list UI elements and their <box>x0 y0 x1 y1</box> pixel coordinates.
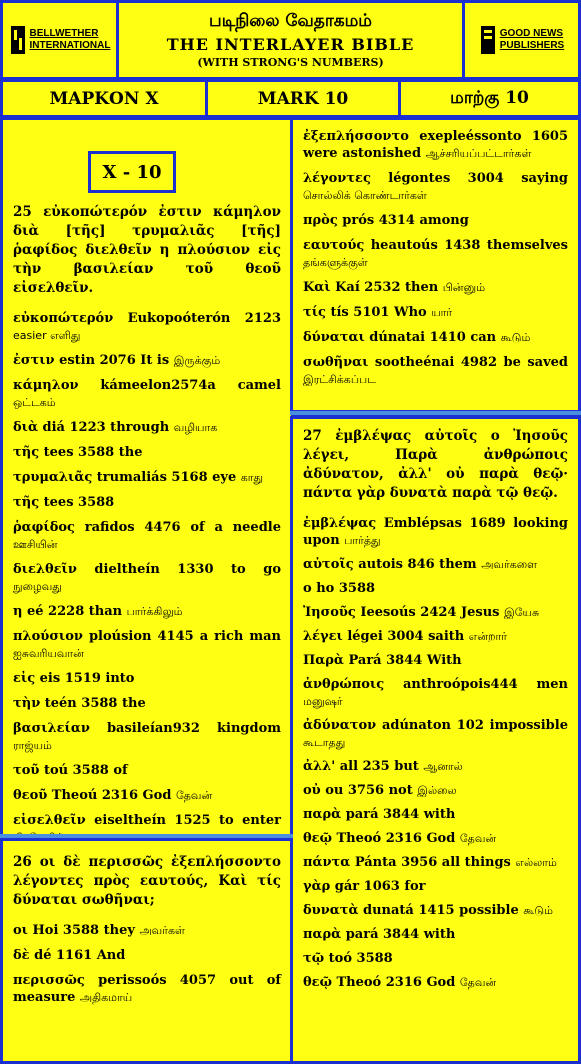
word-gloss: tees 3588 the <box>43 445 143 460</box>
word-gloss: teén 3588 the <box>44 696 146 711</box>
word-entry <box>303 758 568 775</box>
word-gloss: légontes 3004 saying <box>388 171 568 186</box>
word-gloss: eé 2228 than <box>26 604 123 619</box>
greek-word: θεῷ <box>303 975 332 990</box>
word-entry <box>13 720 281 754</box>
word-gloss: autois 846 them <box>358 557 477 572</box>
word-entry <box>303 604 568 621</box>
tamil-gloss: அவர்கள் <box>139 924 185 937</box>
word-entry <box>303 329 568 346</box>
greek-word: σωθῆναι <box>303 355 369 370</box>
greek-word: ο <box>303 581 312 596</box>
tamil-gloss: மனுஷர் <box>303 695 343 708</box>
word-gloss: légei 3004 saith <box>347 629 465 644</box>
word-gloss: Theoú 2316 God <box>51 788 172 803</box>
word-gloss: dunatá 1415 possible <box>363 903 519 918</box>
word-gloss: trumaliás 5168 eye <box>96 470 237 485</box>
tamil-gloss: பின்னும் <box>442 281 486 294</box>
greek-word: γὰρ <box>303 879 331 894</box>
bellwether-logo <box>9 20 111 60</box>
right-logo-line1: GOOD NEWS <box>499 28 564 39</box>
greek-word: λέγοντες <box>303 171 371 186</box>
greek-word: θεοῦ <box>13 788 48 803</box>
greek-word: τρυμαλιᾶς <box>13 470 93 485</box>
greek-word: Καὶ <box>303 280 331 295</box>
subtitle: (WITH STRONG'S NUMBERS) <box>197 56 384 69</box>
chapter-label: X - 10 <box>88 151 176 193</box>
greek-word: ῥαφίδος <box>13 520 75 535</box>
right-separator <box>290 411 581 415</box>
word-gloss: dúnatai 1410 can <box>369 330 497 345</box>
word-entry <box>13 947 281 964</box>
tamil-gloss: தேவன் <box>459 832 497 845</box>
word-gloss: ou 3756 not <box>325 783 413 798</box>
word-gloss: tees 3588 <box>43 495 115 510</box>
tamil-gloss: கூடும் <box>523 904 553 917</box>
word-gloss: Kaí 2532 then <box>335 280 439 295</box>
tamil-gloss: அதிகமாய் <box>79 991 133 1004</box>
word-gloss: heautoús 1438 themselves <box>370 238 568 253</box>
greek-word: η <box>13 604 23 619</box>
greek-word: τὴν <box>13 696 41 711</box>
left-lower-content <box>3 853 291 1014</box>
word-gloss: all 235 but <box>339 759 419 774</box>
tamil-gloss: ஐசுவரியவான் <box>13 647 84 660</box>
greek-word: δὲ <box>13 948 30 963</box>
tamil-gloss: இயேசு <box>504 606 540 619</box>
tamil-gloss: இரட்சிக்கப்பட <box>303 373 376 386</box>
word-entry <box>303 128 568 162</box>
word-entry <box>303 628 568 645</box>
title-box <box>116 0 465 80</box>
greek-word: εὐκοπώτερόν <box>13 311 114 326</box>
tamil-gloss: ராஜ்யம் <box>13 739 52 752</box>
word-gloss: Ieesoús 2424 Jesus <box>360 605 500 620</box>
word-gloss: Eukopoóterón 2123 <box>127 311 281 326</box>
greek-word: εἰς <box>13 671 36 686</box>
word-entry <box>13 377 281 411</box>
word-entry <box>13 352 281 369</box>
word-entry <box>13 922 281 939</box>
tamil-gloss: கூடும் <box>500 331 531 344</box>
greek-word: τοῦ <box>13 763 40 778</box>
greek-word: οὐ <box>303 783 321 798</box>
word-gloss: estin 2076 It is <box>59 353 170 368</box>
word-gloss: basileían932 kingdom <box>106 721 281 736</box>
word-gloss: ho 3588 <box>316 581 376 596</box>
tamil-gloss: ஒட்டகம் <box>13 396 56 409</box>
greek-word: λέγει <box>303 629 343 644</box>
word-gloss: toó 3588 <box>328 951 393 966</box>
greek-word: διὰ <box>13 420 38 435</box>
section-english: MARK 10 <box>205 79 401 118</box>
right-upper-content <box>293 128 578 396</box>
tamil-gloss: கூடாதது <box>303 736 346 749</box>
word-gloss: Theoó 2316 God <box>336 831 456 846</box>
tamil-gloss: ஊசியின் <box>13 538 58 551</box>
word-entry <box>303 878 568 895</box>
word-entry <box>13 519 281 553</box>
word-entry <box>13 628 281 662</box>
greek-word: οι <box>13 923 28 938</box>
verse-25-text: 25 εὐκοπώτερόν ἐστιν κάμηλον διὰ [τῆς] τρυμαλιᾶς [τῆς] ῥαφίδος διελθεῖν η πλούσιον εἰς τὴν βασιλείαν τοῦ θεοῦ εἰσελθεῖν. <box>13 204 281 296</box>
word-entry <box>303 279 568 296</box>
word-gloss: anthroópois444 men <box>402 677 568 692</box>
word-entry <box>303 304 568 321</box>
tamil-gloss: சொல்லிக் கொண்டார்கள் <box>303 189 427 202</box>
word-gloss: perissoós 4057 out of measure <box>13 973 281 1005</box>
bell-icon <box>9 20 27 60</box>
tamil-gloss: ஆச்சரியப்பட்டார்கள் <box>425 147 532 160</box>
word-gloss: Pará 3844 With <box>348 653 462 668</box>
tamil-gloss: இல்லை <box>417 784 457 797</box>
word-entry <box>303 854 568 871</box>
word-entry <box>303 515 568 549</box>
right-logo-box <box>462 0 581 80</box>
tamil-gloss: தேவன் <box>175 789 213 802</box>
greek-word: ἐμβλέψας <box>303 516 377 531</box>
greek-word: ἀδύνατον <box>303 718 377 733</box>
greek-word: ἐξεπλήσσοντο <box>303 129 409 144</box>
tamil-gloss: பார்க்கிலும் <box>126 605 183 618</box>
word-gloss: exepleéssonto 1605 were astonished <box>303 129 568 161</box>
title-english: THE INTERLAYER BIBLE <box>166 35 415 54</box>
word-gloss: prós 4314 among <box>342 213 469 228</box>
word-entry <box>13 972 281 1006</box>
greek-word: τίς <box>303 305 326 320</box>
greek-word: Ἰησοῦς <box>303 605 356 620</box>
greek-word: αὐτοῖς <box>303 557 354 572</box>
tamil-gloss: அவர்களை <box>481 558 538 571</box>
greek-word: πρὸς <box>303 213 338 228</box>
right-lower-content <box>293 427 578 998</box>
good-news-logo <box>479 20 564 60</box>
word-entry <box>13 695 281 712</box>
word-gloss: tís 5101 Who <box>330 305 427 320</box>
greek-word: παρὰ <box>303 807 342 822</box>
word-gloss: dieltheín 1330 to go <box>94 562 281 577</box>
word-gloss: Hoi 3588 they <box>32 923 135 938</box>
greek-word: τῆς <box>13 445 40 460</box>
word-entry <box>13 603 281 620</box>
greek-word: θεῷ <box>303 831 332 846</box>
greek-word: παρὰ <box>303 927 342 942</box>
title-tamil: படிநிலை வேதாகமம் <box>209 11 372 31</box>
word-entry <box>303 212 568 229</box>
tamil-gloss: பார்த்து <box>344 534 381 547</box>
tamil-gloss: இருக்கும் <box>173 354 221 367</box>
tamil-gloss: காது <box>240 471 264 484</box>
word-entry <box>13 310 281 344</box>
greek-word: εαυτούς <box>303 238 365 253</box>
left-upper-content <box>3 203 291 854</box>
word-gloss: Emblépsas 1689 looking upon <box>303 516 568 548</box>
tamil-gloss: easier எளிது <box>13 329 81 342</box>
word-entry <box>13 561 281 595</box>
word-entry <box>303 974 568 991</box>
word-entry <box>13 469 281 486</box>
tamil-gloss: எல்லாம் <box>515 856 557 869</box>
word-entry <box>13 762 281 779</box>
word-entry <box>13 419 281 436</box>
word-entry <box>303 170 568 204</box>
word-entry <box>303 950 568 967</box>
word-gloss: kámeelon2574a camel <box>100 378 281 393</box>
word-gloss: pará 3844 with <box>345 927 456 942</box>
greek-word: ἀνθρώποις <box>303 677 385 692</box>
greek-word: ἀλλ' <box>303 759 336 774</box>
tamil-gloss: என்றார் <box>468 630 507 643</box>
tamil-gloss: ஆனால் <box>423 760 463 773</box>
word-gloss: Pánta 3956 all things <box>354 855 511 870</box>
word-gloss: sootheénai 4982 be saved <box>374 355 568 370</box>
greek-word: πάντα <box>303 855 351 870</box>
word-entry <box>303 830 568 847</box>
greek-word: βασιλείαν <box>13 721 90 736</box>
section-greek: ΜΑΡΚΟΝ Χ <box>0 79 208 118</box>
word-entry <box>13 670 281 687</box>
left-logo-line1: BELLWETHER <box>29 28 99 39</box>
left-logo-line2: INTERNATIONAL <box>29 40 111 51</box>
verse-26-word-list-right <box>303 128 568 388</box>
greek-word: περισσῶς <box>13 973 85 988</box>
greek-word: δυνατὰ <box>303 903 359 918</box>
right-logo-line2: PUBLISHERS <box>499 40 565 51</box>
word-gloss: diá 1223 through <box>42 420 170 435</box>
greek-word: διελθεῖν <box>13 562 77 577</box>
tamil-gloss: நுழைவது <box>13 580 62 593</box>
word-entry <box>303 806 568 823</box>
tamil-gloss: தங்களுக்குள் <box>303 256 368 269</box>
greek-word: δύναται <box>303 330 365 345</box>
word-entry <box>303 556 568 573</box>
tamil-gloss: வழியாக <box>173 421 218 434</box>
verse-26-text: 26 οι δὲ περισσῶς ἐξεπλήσσοντο λέγοντες πρὸς εαυτούς, Καὶ τίς δύναται σωθῆναι; <box>13 854 281 908</box>
word-gloss: Theoó 2316 God <box>336 975 456 990</box>
word-entry <box>303 676 568 710</box>
verse-27-text: 27 ἐμβλέψας αὐτοῖς ο Ἰησοῦς λέγει, Παρὰ ἀνθρώποις ἀδύνατον, ἀλλ' οὐ παρὰ θεῷ· πάντα γὰρ δυνατὰ παρὰ τῷ θεῷ. <box>303 428 568 501</box>
word-gloss: pará 3844 with <box>345 807 456 822</box>
left-separator <box>0 834 293 838</box>
word-entry <box>13 494 281 511</box>
word-gloss: rafidos 4476 of a needle <box>84 520 281 535</box>
tamil-gloss: யார் <box>431 306 453 319</box>
section-tamil: மாற்கு 10 <box>398 79 581 118</box>
word-gloss: ploúsion 4145 a rich man <box>88 629 281 644</box>
word-entry <box>303 717 568 751</box>
greek-word: πλούσιον <box>13 629 83 644</box>
word-entry <box>303 782 568 799</box>
word-gloss: gár 1063 for <box>334 879 426 894</box>
word-entry <box>303 354 568 388</box>
greek-word: εἰσελθεῖν <box>13 813 86 828</box>
word-entry <box>303 580 568 597</box>
greek-word: τῷ <box>303 951 325 966</box>
word-entry <box>13 787 281 804</box>
greek-word: τῆς <box>13 495 40 510</box>
word-gloss: toú 3588 of <box>43 763 128 778</box>
greek-word: κάμηλον <box>13 378 79 393</box>
word-entry <box>303 652 568 669</box>
left-logo-box <box>0 0 119 80</box>
verse-26-word-list-left <box>13 922 281 1006</box>
greek-word: Παρὰ <box>303 653 344 668</box>
verse-25-word-list <box>13 310 281 846</box>
word-gloss: dé 1161 And <box>34 948 126 963</box>
word-entry <box>13 444 281 461</box>
greek-word: ἐστιν <box>13 353 55 368</box>
word-gloss: eis 1519 into <box>39 671 135 686</box>
word-entry <box>303 237 568 271</box>
verse-27-word-list <box>303 515 568 991</box>
word-entry <box>303 926 568 943</box>
word-gloss: adúnaton 102 impossible <box>381 718 568 733</box>
word-gloss: eiseltheín 1525 to enter <box>94 813 281 828</box>
word-entry <box>303 902 568 919</box>
book-icon <box>479 20 497 60</box>
tamil-gloss: தேவன் <box>459 976 497 989</box>
